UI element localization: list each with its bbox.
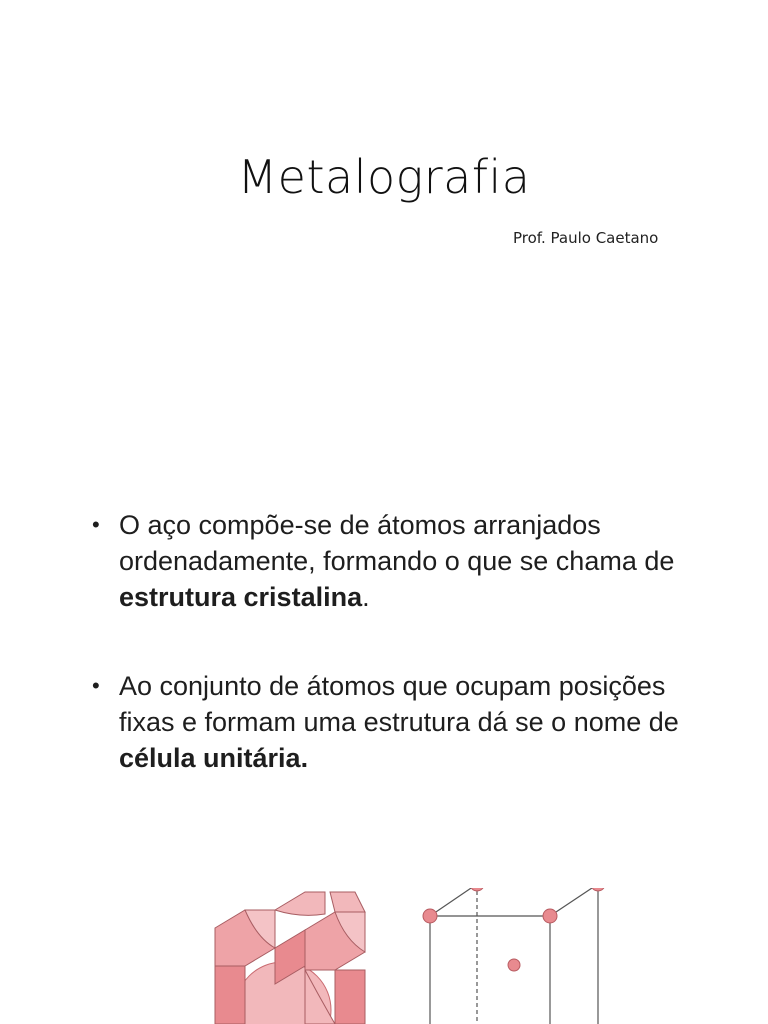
corner-atom-shape (305, 970, 335, 1024)
lattice-atom (543, 909, 557, 923)
bullet-text (119, 668, 702, 776)
bullet-text-suffix: . (362, 582, 370, 612)
unit-cell-figure (205, 888, 625, 1024)
corner-atom-shape (335, 970, 365, 1024)
point-lattice-illustration (430, 888, 598, 1024)
bullet-text-prefix: Ao conjunto de átomos que ocupam posições fixas e formam uma estrutura dá se o nome de (119, 671, 679, 737)
hard-sphere-cell-illustration (215, 892, 365, 1024)
lattice-center-atom (508, 959, 520, 971)
lattice-atoms (423, 888, 605, 971)
bullet-text (119, 507, 702, 615)
bullet-text-prefix: O aço compõe-se de átomos arranjados ordenadamente, formando o que se chama de (119, 510, 675, 576)
lattice-atom (591, 888, 605, 891)
bullet-item (92, 668, 702, 776)
content-slide (0, 480, 768, 1024)
bullet-dot: • (92, 512, 100, 537)
bullet-text-bold: estrutura cristalina (119, 582, 363, 612)
bullet-item (92, 507, 702, 615)
corner-atom-shape (275, 892, 325, 915)
corner-atom-shape (330, 892, 365, 912)
title-slide (0, 0, 768, 400)
lattice-atom (423, 909, 437, 923)
corner-atom-shape (215, 966, 245, 1024)
bullet-text-bold: célula unitária. (119, 743, 309, 773)
lattice-atom (470, 888, 484, 891)
slide-title: Metalografia (237, 150, 531, 204)
bullet-dot: • (92, 673, 100, 698)
slide-subtitle: Prof. Paulo Caetano (513, 229, 659, 247)
